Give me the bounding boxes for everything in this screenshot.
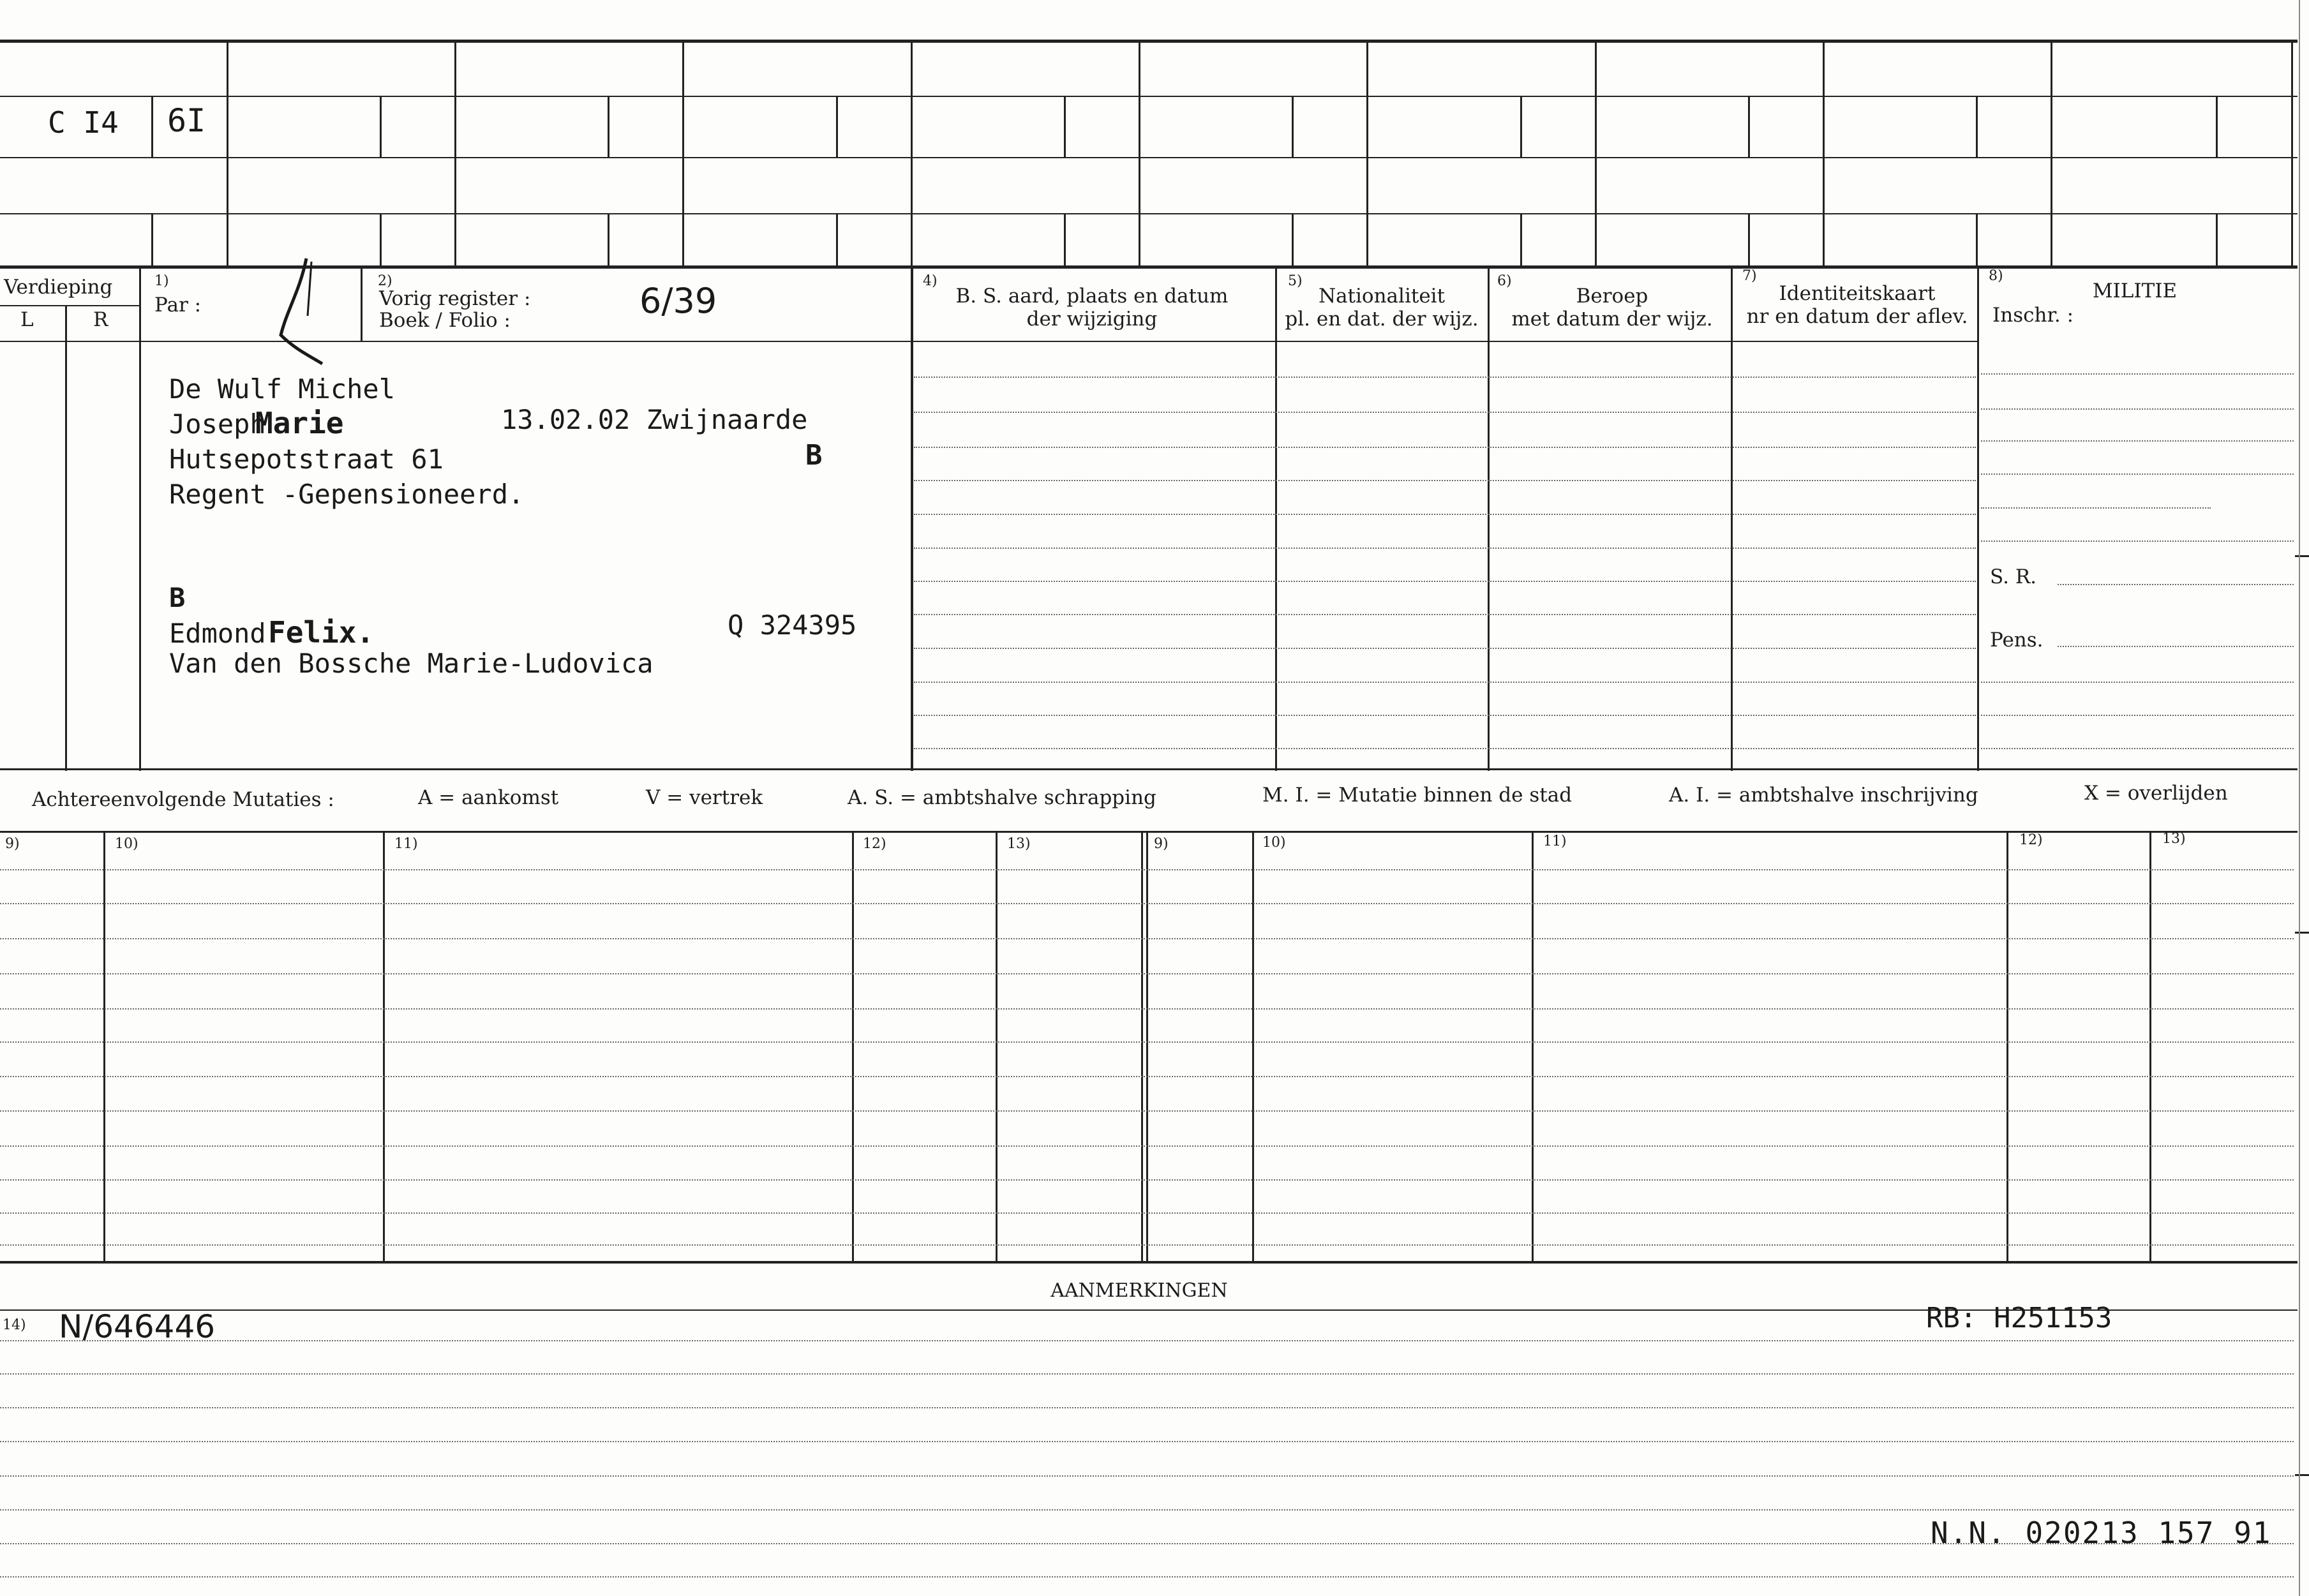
bs-header-line2: der wijziging [1026,308,1158,331]
sr-label: S. R. [1990,565,2037,588]
father-name-2: Felix. [268,615,375,650]
legend-a: A = aankomst [418,786,559,809]
legend-ai: A. I. = ambtshalve inschrijving [1669,784,1978,807]
nat-header-line2: pl. en dat. der wijz. [1285,308,1479,331]
par-label: Par : [154,294,202,317]
boek-folio-label: Boek / Folio : [379,309,511,332]
mut-col-13b: 13) [2162,831,2186,847]
id-header-line2: nr en datum der aflev. [1746,305,1968,328]
person-given-name-2: Marie [255,406,344,440]
mut-col-11: 11) [394,836,418,852]
remarks-title: AANMERKINGEN [1050,1279,1228,1302]
col-2-num: 2) [378,273,392,289]
father-name: Edmond [169,618,266,649]
col-6-num: 6) [1497,273,1512,289]
person-mark-b: B [805,439,823,472]
verdieping-label: Verdieping [4,276,113,299]
beroep-header-line1: Beroep [1576,285,1648,308]
mut-col-12: 12) [863,836,886,852]
par-bracket-mark [262,252,332,380]
top-code-2: 6I [167,102,206,139]
nat-header-line1: Nationaliteit [1318,285,1446,308]
legend-title: Achtereenvolgende Mutaties : [32,788,334,811]
register-value: 6/39 [639,281,717,321]
person-given-name: Joseph [169,408,266,440]
legend-mi: M. I. = Mutatie binnen de stad [1262,784,1573,807]
mut-col-11b: 11) [1543,833,1567,849]
person-name-line: De Wulf Michel [169,373,396,405]
person-birth: 13.02.02 Zwijnaarde [501,404,808,435]
verdieping-l: L [20,308,34,331]
verdieping-r: R [93,308,108,331]
col-5-num: 5) [1288,273,1303,289]
remarks-number: N/646446 [59,1308,216,1345]
remarks-nn: N.N. 020213 157 91 [1931,1516,2272,1550]
person-address: Hutsepotstraat 61 [169,444,444,475]
q-number: Q 324395 [728,609,857,641]
mut-col-9: 9) [5,836,20,852]
mut-col-10b: 10) [1262,835,1286,851]
legend-x: X = overlijden [2084,782,2228,805]
col-4-num: 4) [923,273,938,289]
mother-name: Van den Bossche Marie-Ludovica [169,648,654,679]
bs-header-line1: B. S. aard, plaats en datum [955,285,1229,308]
col-1-num: 1) [154,273,169,289]
militie-header: MILITIE [2092,280,2178,302]
legend-v: V = vertrek [646,786,763,809]
col-8-num: 8) [1989,268,2003,284]
person-b-label: B [169,582,186,613]
mut-col-13: 13) [1007,836,1031,852]
legend-as: A. S. = ambtshalve schrapping [848,786,1156,809]
mut-col-10: 10) [115,836,138,852]
inschr-label: Inschr. : [1992,304,2074,327]
mut-col-12b: 12) [2019,832,2043,848]
top-code-1: C I4 [48,105,119,140]
pens-label: Pens. [1990,629,2044,652]
col-7-num: 7) [1742,268,1757,284]
beroep-header-line2: met datum der wijz. [1511,308,1713,331]
remarks-num-14: 14) [3,1317,26,1333]
remarks-rb: RB: H251153 [1926,1302,2112,1334]
vorig-register-label: Vorig register : [379,287,531,310]
mut-col-9b: 9) [1154,836,1169,852]
id-header-line1: Identiteitskaart [1779,282,1936,305]
person-profession: Regent -Gepensioneerd. [169,479,525,510]
